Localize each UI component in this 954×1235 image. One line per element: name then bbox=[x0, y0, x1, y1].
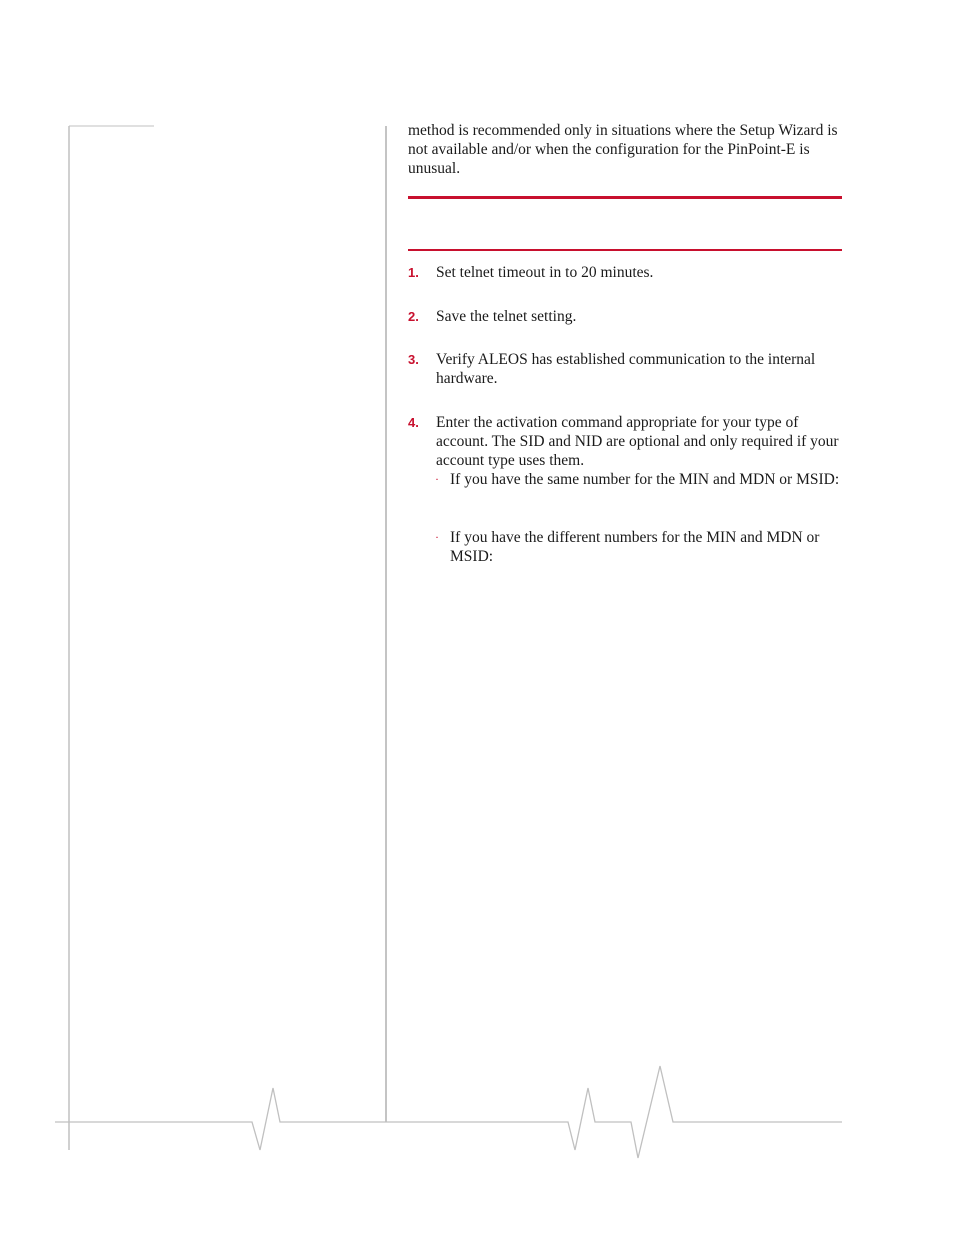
step-number: 1. bbox=[408, 265, 419, 280]
bottom-right-zigzag bbox=[386, 1066, 842, 1158]
bullet-text: If you have the same number for the MIN and MDN or MSID: bbox=[450, 471, 840, 488]
bullet-dot-icon: · bbox=[435, 472, 439, 486]
section-rule-bottom bbox=[408, 249, 842, 251]
bullet-dot-icon: · bbox=[435, 530, 439, 544]
step-number: 2. bbox=[408, 309, 419, 324]
step-text: Verify ALEOS has established communication to the internal hardware. bbox=[436, 351, 816, 387]
section-rule-top bbox=[408, 196, 842, 199]
step-text: Set telnet timeout in to 20 minutes. bbox=[436, 264, 654, 281]
step-text: Enter the activation command appropriate for your type of account. The SID and NID are optional and only required if your account type uses them. bbox=[436, 414, 839, 469]
bottom-left-zigzag bbox=[55, 1088, 386, 1150]
step-number: 3. bbox=[408, 352, 419, 367]
step-number: 4. bbox=[408, 415, 419, 430]
step-text: Save the telnet setting. bbox=[436, 308, 577, 325]
bullet-text: If you have the different numbers for the MIN and MDN or MSID: bbox=[450, 529, 820, 565]
intro-paragraph: method is recommended only in situations where the Setup Wizard is not available and/or when the configuration for the PinPoint-E is unusual. bbox=[408, 122, 838, 177]
